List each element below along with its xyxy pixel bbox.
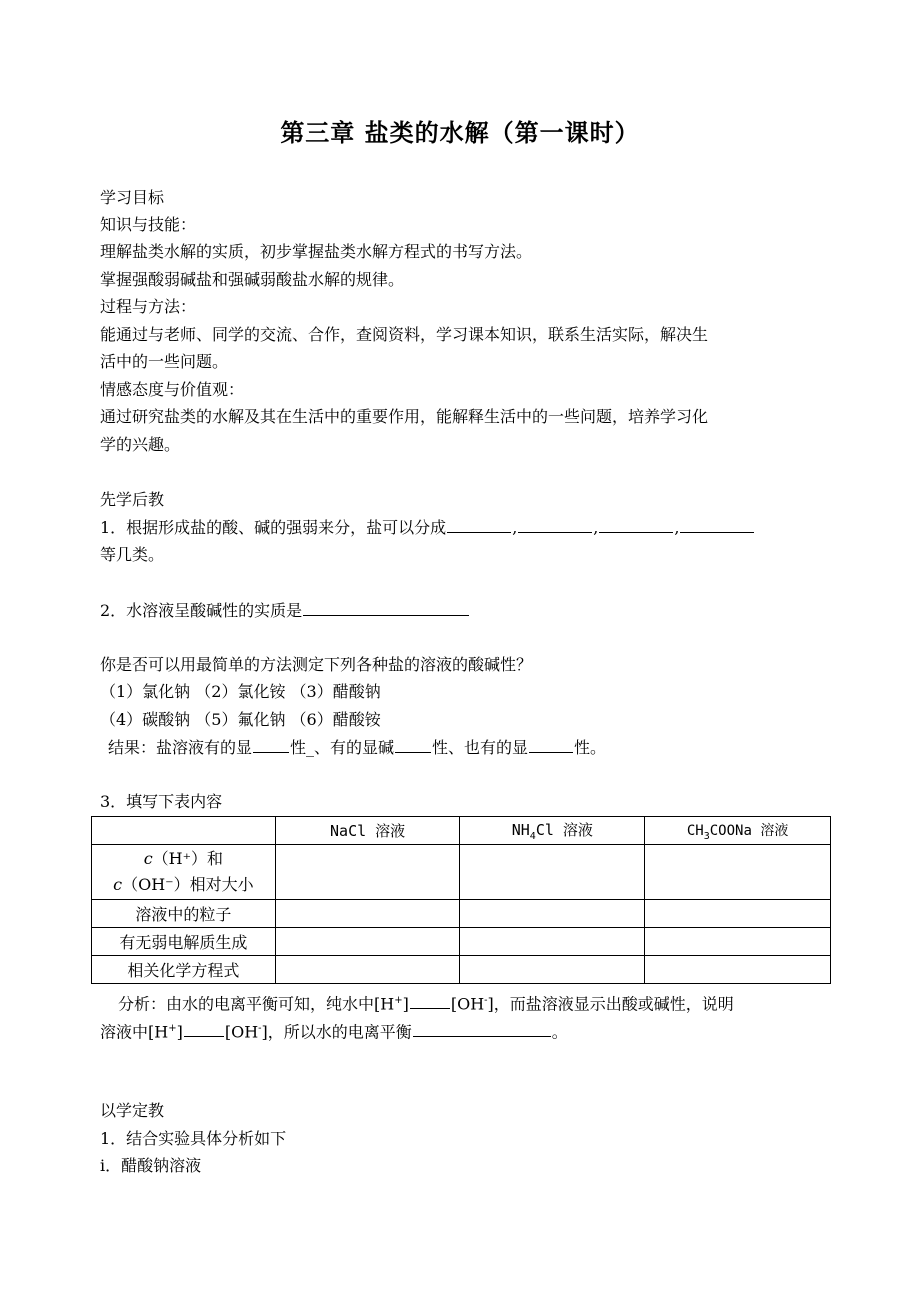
process-item-line-1: 能通过与老师、同学的交流、合作，查阅资料，学习课本知识，联系生活实际，解决生	[100, 325, 709, 344]
question-3: 3．填写下表内容	[100, 792, 223, 811]
comma: ,	[593, 518, 599, 537]
salt-list-row-1: （1）氯化钠 （2）氯化铵 （3）醋酸钠	[100, 682, 381, 701]
result-text-c: 性、也有的显	[432, 738, 529, 757]
table-corner-cell	[92, 817, 276, 845]
table-cell-input[interactable]	[275, 845, 460, 900]
emotion-item-line-2: 学的兴趣。	[100, 435, 181, 454]
answer-blank-pure-water[interactable]	[410, 990, 450, 1009]
process-heading: 过程与方法：	[100, 297, 197, 316]
table-header-row	[92, 817, 831, 845]
comma: ,	[674, 518, 680, 537]
salt-question: 你是否可以用最简单的方法测定下列各种盐的溶液的酸碱性？	[100, 655, 533, 674]
answer-blank-equilibrium[interactable]	[413, 1018, 551, 1037]
table-cell-input[interactable]	[460, 956, 645, 984]
emotion-item-line-1: 通过研究盐类的水解及其在生活中的重要作用，能解释生活中的一些问题，培养学习化	[100, 407, 709, 426]
learning-item-1: 1．结合实验具体分析如下	[100, 1129, 287, 1148]
answer-blank-salt-solution[interactable]	[184, 1018, 224, 1037]
answer-blank-1d[interactable]	[680, 514, 754, 533]
row-label-concentration: c（H⁺）和 c（OH⁻）相对大小	[92, 845, 276, 900]
answer-blank-neutral[interactable]	[529, 734, 573, 753]
table-row	[92, 845, 831, 900]
header-ch3coona: $CH_3COONa$ 溶液	[645, 817, 831, 845]
table-cell-input[interactable]	[460, 845, 645, 900]
analysis-text: 溶液中[H	[100, 1022, 169, 1042]
result-text-b: 性_、有的显碱	[290, 738, 395, 757]
answer-blank-1a[interactable]	[447, 514, 511, 533]
table-cell-input[interactable]	[460, 900, 645, 928]
analysis-text: 分析：由水的电离平衡可知，纯水中[H	[118, 994, 395, 1014]
result-text-a: 结果：盐溶液有的显	[108, 738, 253, 757]
analysis-line-1: 分析：由水的电离平衡可知，纯水中[H+] [OH-]，而盐溶液显示出酸或碱性，说明	[118, 988, 734, 1017]
learning-item-i: i．醋酸钠溶液	[100, 1156, 202, 1175]
objectives-heading: 学习目标	[100, 188, 165, 207]
table-cell-input[interactable]	[645, 845, 831, 900]
table-cell-input[interactable]	[645, 928, 831, 956]
row-label-particles: 溶液中的粒子	[92, 900, 276, 928]
question-2-text: 2．水溶液呈酸碱性的实质是	[100, 601, 303, 620]
salt-list-row-2: （4）碳酸钠 （5）氟化钠 （6）醋酸铵	[100, 710, 381, 729]
knowledge-heading: 知识与技能：	[100, 215, 197, 234]
knowledge-item-1: 理解盐类水解的实质，初步掌握盐类水解方程式的书写方法。	[100, 242, 533, 261]
table-cell-input[interactable]	[275, 900, 460, 928]
table-cell-input[interactable]	[275, 956, 460, 984]
header-nh4cl: $NH_4Cl$ 溶液	[460, 817, 645, 845]
header-nacl: NaCl 溶液	[275, 817, 460, 845]
page-title: 第三章 盐类的水解（第一课时）	[280, 118, 640, 147]
table-cell-input[interactable]	[460, 928, 645, 956]
row-label-equation: 相关化学方程式	[92, 956, 276, 984]
process-item-line-2: 活中的一些问题。	[100, 352, 229, 371]
question-1-text: 1．根据形成盐的酸、碱的强弱来分，盐可以分成	[100, 518, 447, 537]
analysis-line-2: 溶液中[H+] [OH-]，所以水的电离平衡 。	[100, 1016, 568, 1045]
answer-blank-acid[interactable]	[253, 734, 289, 753]
learning-heading: 以学定教	[100, 1101, 165, 1120]
result-line	[108, 734, 606, 761]
table-cell-input[interactable]	[275, 928, 460, 956]
table-row	[92, 900, 831, 928]
answer-blank-1c[interactable]	[599, 514, 673, 533]
table-cell-input[interactable]	[645, 956, 831, 984]
comma: ,	[512, 518, 518, 537]
question-2	[100, 597, 470, 624]
answer-blank-2[interactable]	[303, 597, 469, 616]
emotion-heading: 情感态度与价值观：	[100, 380, 245, 399]
question-1	[100, 514, 755, 541]
result-text-d: 性。	[574, 738, 607, 757]
knowledge-item-2: 掌握强酸弱碱盐和强碱弱酸盐水解的规律。	[100, 270, 405, 289]
table-row	[92, 928, 831, 956]
table-cell-input[interactable]	[645, 900, 831, 928]
question-1-tail: 等几类。	[100, 545, 165, 564]
preview-heading: 先学后教	[100, 490, 165, 509]
salt-solution-table	[91, 816, 831, 984]
row-label-weak-electrolyte: 有无弱电解质生成	[92, 928, 276, 956]
table-row	[92, 956, 831, 984]
answer-blank-base[interactable]	[395, 734, 431, 753]
answer-blank-1b[interactable]	[518, 514, 592, 533]
